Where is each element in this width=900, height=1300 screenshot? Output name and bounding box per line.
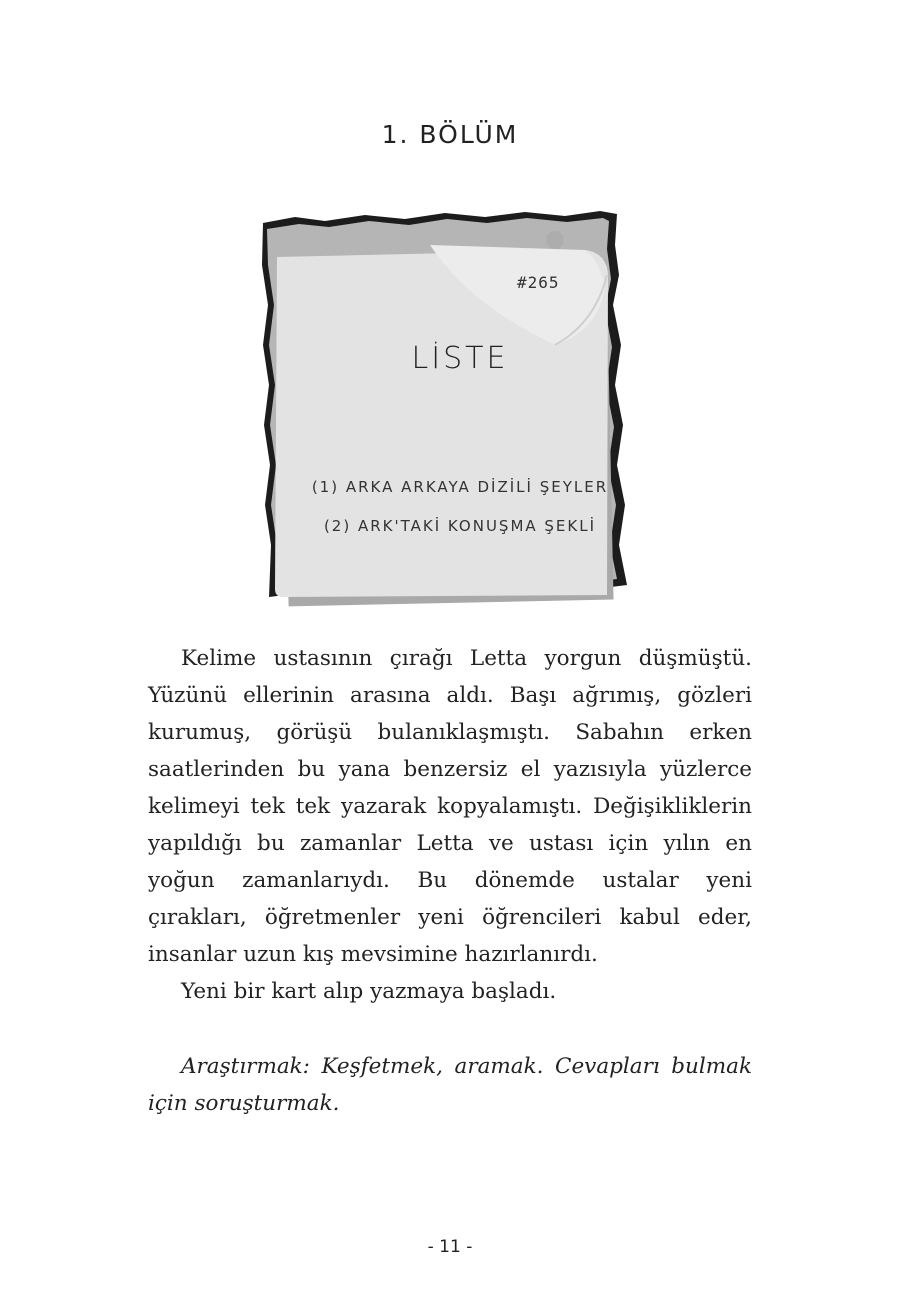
card-definition-2: (2) ARK'TAKİ KONUŞMA ŞEKLİ [323, 517, 597, 535]
page-number: - 11 - [427, 1237, 473, 1257]
card-number: #265 [517, 273, 560, 292]
chapter-title: 1. BÖLÜM [381, 120, 519, 149]
paragraph: Kelime ustasının çırağı Letta yorgun düşmüştü. Yüzünü ellerinin arasına aldı. Başı ağrımış, gözleri kurumuş, görüşü bulanıklaşmıştı. Sabahın erken saatlerinden bu yana benzersiz el yazısıyla yüzlerce kelimeyi tek tek yazarak kopyalamıştı. Değişikliklerin yapıldığı bu zamanlar Letta ve ustası için yılın en yoğun zamanlarıydı. Bu dönemde ustalar yeni çırakları, öğretmenler yeni öğrencileri kabul eder, insanlar uzun kış mevsimine hazırlanırdı. [148, 646, 752, 967]
index-card-illustration [255, 205, 645, 610]
torn-card-graphic [255, 205, 645, 610]
card-heading: LİSTE [411, 341, 509, 376]
definition-quote: Araştırmak: Keşfetmek, aramak. Cevapları bulmak için soruşturmak. [148, 1054, 752, 1116]
paragraph: Yeni bir kart alıp yazmaya başladı. [181, 979, 557, 1004]
card-definition-1: (1) ARKA ARKAYA DİZİLİ ŞEYLER [311, 478, 609, 496]
body-text [148, 640, 752, 1122]
